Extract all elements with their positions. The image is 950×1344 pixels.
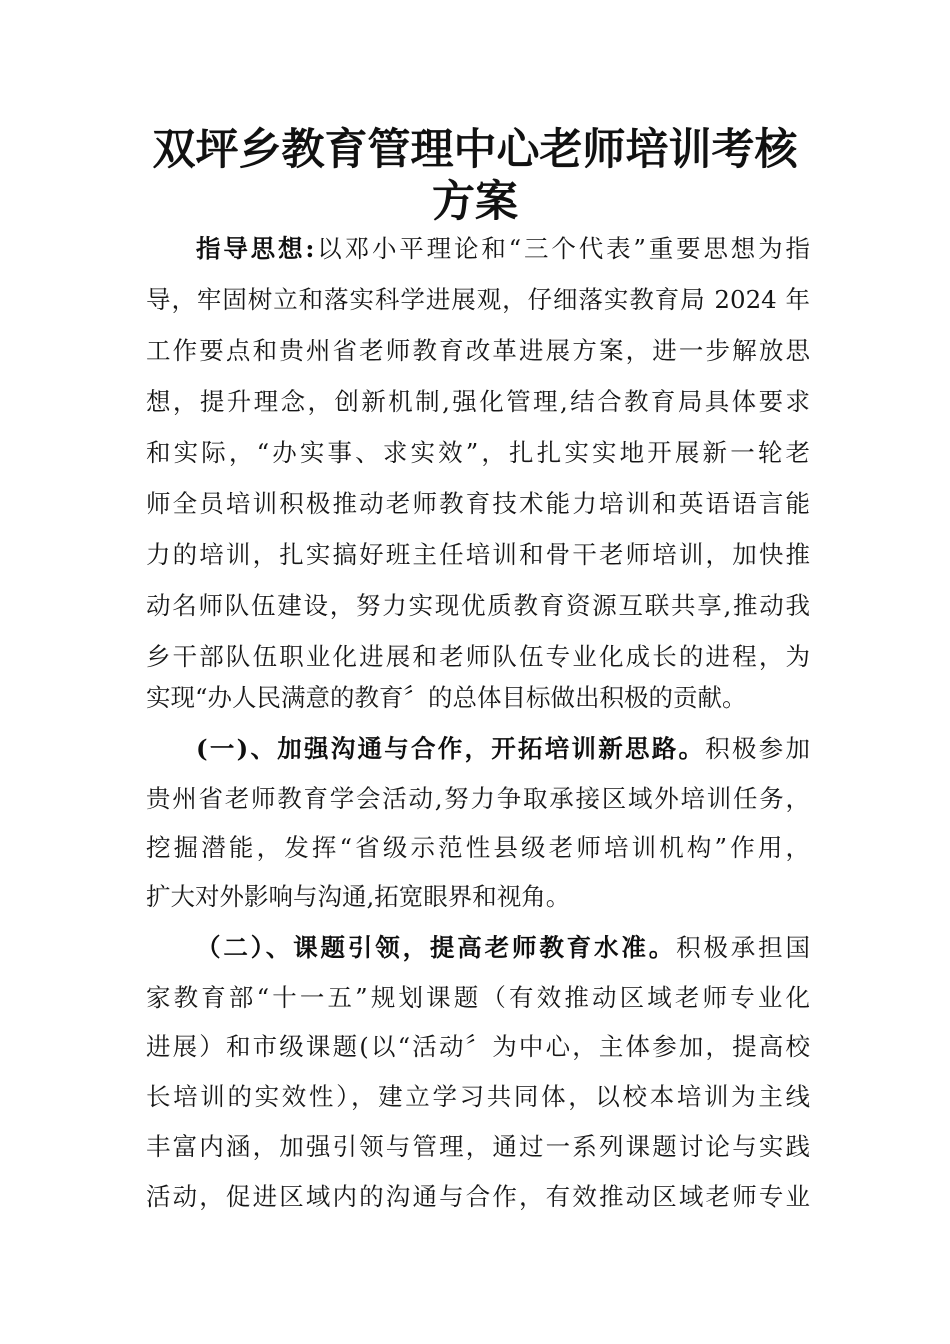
paragraph-3-line-5: 丰富内涵，加强引领与管理，通过一系列课题讨论与实践 bbox=[146, 1132, 810, 1161]
paragraph-1-line-6: 师全员培训积极推动老师教育技术能力培训和英语语言能 bbox=[146, 489, 810, 518]
paragraph-3-line-4: 长培训的实效性），建立学习共同体，以校本培训为主线 bbox=[146, 1082, 810, 1111]
paragraph-1-line-9: 乡干部队伍职业化进展和老师队伍专业化成长的进程，为 bbox=[146, 642, 810, 671]
document-title-line-1: 双坪乡教育管理中心老师培训考核 bbox=[152, 125, 798, 175]
paragraph-1-line-5: 和实际，“办实事、求实效”，扎扎实实地开展新一轮老 bbox=[146, 438, 810, 467]
paragraph-1-line-1 bbox=[196, 232, 810, 266]
paragraph-1-line-7: 力的培训，扎实搞好班主任培训和骨干老师培训，加快推 bbox=[146, 540, 810, 569]
paragraph-3-lead: （二）、课题引领，提高老师教育水准。 bbox=[196, 933, 677, 962]
paragraph-2-lead: (一)、加强沟通与合作，开拓培训新思路。 bbox=[196, 734, 706, 763]
paragraph-2-text-1: 积极参加 bbox=[705, 734, 811, 763]
document-title-line-2: 方案 bbox=[432, 177, 518, 227]
paragraph-3-text-1: 积极承担国 bbox=[676, 933, 811, 962]
paragraph-3-line-6: 活动，促进区域内的沟通与合作，有效推动区域老师专业 bbox=[146, 1182, 810, 1211]
paragraph-3-line-2: 家教育部“十一五”规划课题（有效推动区域老师专业化 bbox=[146, 983, 810, 1012]
paragraph-1-line-10: 实现“办人民满意的教育〞的总体目标做出积极的贡献。 bbox=[146, 683, 747, 712]
paragraph-1-line-2: 导，牢固树立和落实科学进展观，仔细落实教育局 2024 年 bbox=[146, 285, 810, 314]
paragraph-2-line-4: 扩大对外影响与沟通,拓宽眼界和视角。 bbox=[146, 882, 571, 911]
paragraph-1-text-1: 以邓小平理论和“三个代表”重要思想为指 bbox=[314, 234, 810, 263]
paragraph-2-line-2: 贵州省老师教育学会活动,努力争取承接区域外培训任务， bbox=[146, 784, 810, 813]
paragraph-1-line-3: 工作要点和贵州省老师教育改革进展方案，进一步解放思 bbox=[146, 336, 810, 365]
paragraph-1-lead: 指导思想: bbox=[196, 234, 315, 263]
paragraph-3-line-3: 进展）和市级课题(以“活动〞为中心，主体参加，提高校 bbox=[146, 1032, 810, 1061]
paragraph-2-line-3: 挖掘潜能，发挥“省级示范性县级老师培训机构”作用， bbox=[146, 833, 810, 862]
paragraph-3-line-1 bbox=[196, 931, 810, 965]
paragraph-2-line-1 bbox=[196, 732, 810, 766]
paragraph-1-line-4: 想，提升理念，创新机制,强化管理,结合教育局具体要求 bbox=[146, 387, 810, 416]
paragraph-1-line-8: 动名师队伍建设，努力实现优质教育资源互联共享,推动我 bbox=[146, 591, 810, 620]
